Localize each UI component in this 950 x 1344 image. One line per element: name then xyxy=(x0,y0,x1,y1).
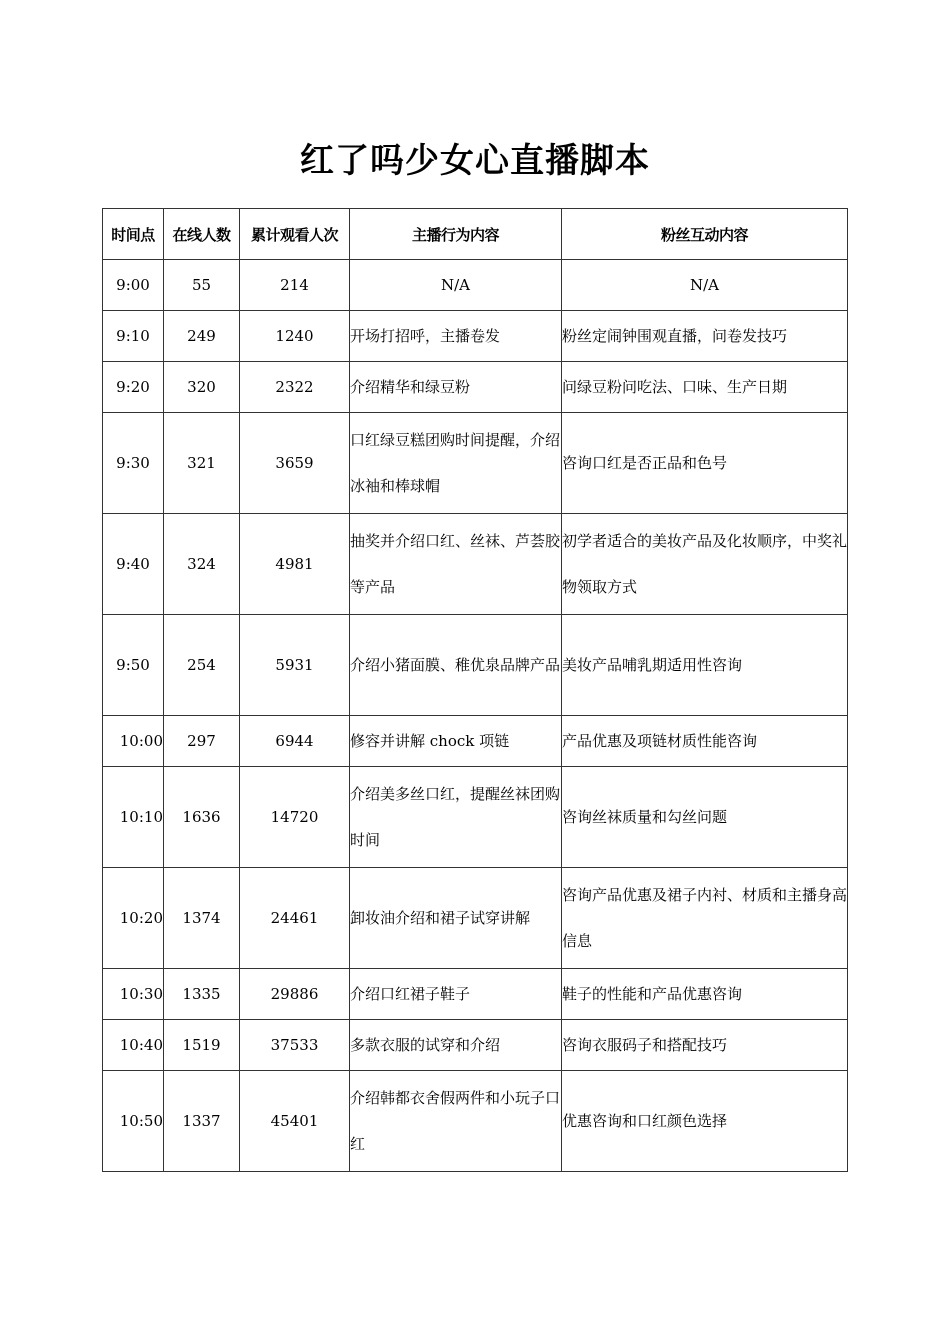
cell-host: 抽奖并介绍口红、丝袜、芦荟胶等产品 xyxy=(350,514,562,615)
cell-host: N/A xyxy=(350,260,562,311)
header-time: 时间点 xyxy=(103,209,164,260)
table-row xyxy=(103,767,848,868)
cell-time: 10:00 xyxy=(103,716,164,767)
cell-fans: 咨询丝袜质量和勾丝问题 xyxy=(562,767,848,868)
cell-host: 介绍韩都衣舍假两件和小玩子口红 xyxy=(350,1071,562,1172)
cell-fans: 产品优惠及项链材质性能咨询 xyxy=(562,716,848,767)
table-row xyxy=(103,311,848,362)
header-online: 在线人数 xyxy=(164,209,240,260)
cell-cumulative: 4981 xyxy=(240,514,350,615)
cell-host: 介绍精华和绿豆粉 xyxy=(350,362,562,413)
live-script-table xyxy=(102,208,848,1172)
cell-fans: 美妆产品哺乳期适用性咨询 xyxy=(562,615,848,716)
cell-cumulative: 1240 xyxy=(240,311,350,362)
cell-online: 1519 xyxy=(164,1020,240,1071)
cell-online: 254 xyxy=(164,615,240,716)
cell-host: 介绍小猪面膜、稚优泉品牌产品 xyxy=(350,615,562,716)
cell-time: 9:30 xyxy=(103,413,164,514)
cell-online: 1337 xyxy=(164,1071,240,1172)
cell-cumulative: 3659 xyxy=(240,413,350,514)
cell-fans: 咨询衣服码子和搭配技巧 xyxy=(562,1020,848,1071)
cell-host: 修容并讲解 chock 项链 xyxy=(350,716,562,767)
cell-time: 9:20 xyxy=(103,362,164,413)
table-row xyxy=(103,1020,848,1071)
table-row xyxy=(103,1071,848,1172)
cell-online: 55 xyxy=(164,260,240,311)
cell-fans: 鞋子的性能和产品优惠咨询 xyxy=(562,969,848,1020)
cell-cumulative: 37533 xyxy=(240,1020,350,1071)
cell-time: 9:00 xyxy=(103,260,164,311)
cell-fans: 咨询口红是否正品和色号 xyxy=(562,413,848,514)
cell-fans: N/A xyxy=(562,260,848,311)
table-row xyxy=(103,868,848,969)
cell-cumulative: 14720 xyxy=(240,767,350,868)
cell-cumulative: 29886 xyxy=(240,969,350,1020)
table-row xyxy=(103,716,848,767)
cell-host: 介绍口红裙子鞋子 xyxy=(350,969,562,1020)
cell-fans: 问绿豆粉问吃法、口味、生产日期 xyxy=(562,362,848,413)
table-row xyxy=(103,514,848,615)
table-header-row xyxy=(103,209,848,260)
cell-online: 1374 xyxy=(164,868,240,969)
cell-cumulative: 2322 xyxy=(240,362,350,413)
table-row xyxy=(103,260,848,311)
cell-host: 介绍美多丝口红，提醒丝袜团购时间 xyxy=(350,767,562,868)
cell-time: 9:10 xyxy=(103,311,164,362)
cell-online: 324 xyxy=(164,514,240,615)
cell-time: 10:40 xyxy=(103,1020,164,1071)
cell-time: 10:20 xyxy=(103,868,164,969)
table-row xyxy=(103,362,848,413)
cell-online: 1335 xyxy=(164,969,240,1020)
cell-time: 9:50 xyxy=(103,615,164,716)
cell-cumulative: 24461 xyxy=(240,868,350,969)
cell-cumulative: 45401 xyxy=(240,1071,350,1172)
cell-time: 9:40 xyxy=(103,514,164,615)
cell-time: 10:10 xyxy=(103,767,164,868)
cell-cumulative: 6944 xyxy=(240,716,350,767)
header-fan-content: 粉丝互动内容 xyxy=(562,209,848,260)
cell-time: 10:30 xyxy=(103,969,164,1020)
cell-online: 297 xyxy=(164,716,240,767)
cell-cumulative: 5931 xyxy=(240,615,350,716)
cell-online: 320 xyxy=(164,362,240,413)
table-row xyxy=(103,969,848,1020)
cell-host: 卸妆油介绍和裙子试穿讲解 xyxy=(350,868,562,969)
cell-fans: 咨询产品优惠及裙子内衬、材质和主播身高信息 xyxy=(562,868,848,969)
cell-online: 1636 xyxy=(164,767,240,868)
cell-online: 249 xyxy=(164,311,240,362)
header-cumulative: 累计观看人次 xyxy=(240,209,350,260)
header-host-content: 主播行为内容 xyxy=(350,209,562,260)
cell-fans: 优惠咨询和口红颜色选择 xyxy=(562,1071,848,1172)
cell-online: 321 xyxy=(164,413,240,514)
cell-cumulative: 214 xyxy=(240,260,350,311)
page-title: 红了吗少女心直播脚本 xyxy=(300,141,650,181)
cell-host: 口红绿豆糕团购时间提醒，介绍冰袖和棒球帽 xyxy=(350,413,562,514)
table-row xyxy=(103,413,848,514)
cell-time: 10:50 xyxy=(103,1071,164,1172)
cell-fans: 初学者适合的美妆产品及化妆顺序，中奖礼物领取方式 xyxy=(562,514,848,615)
cell-fans: 粉丝定闹钟围观直播，问卷发技巧 xyxy=(562,311,848,362)
cell-host: 多款衣服的试穿和介绍 xyxy=(350,1020,562,1071)
table-row xyxy=(103,615,848,716)
cell-host: 开场打招呼，主播卷发 xyxy=(350,311,562,362)
